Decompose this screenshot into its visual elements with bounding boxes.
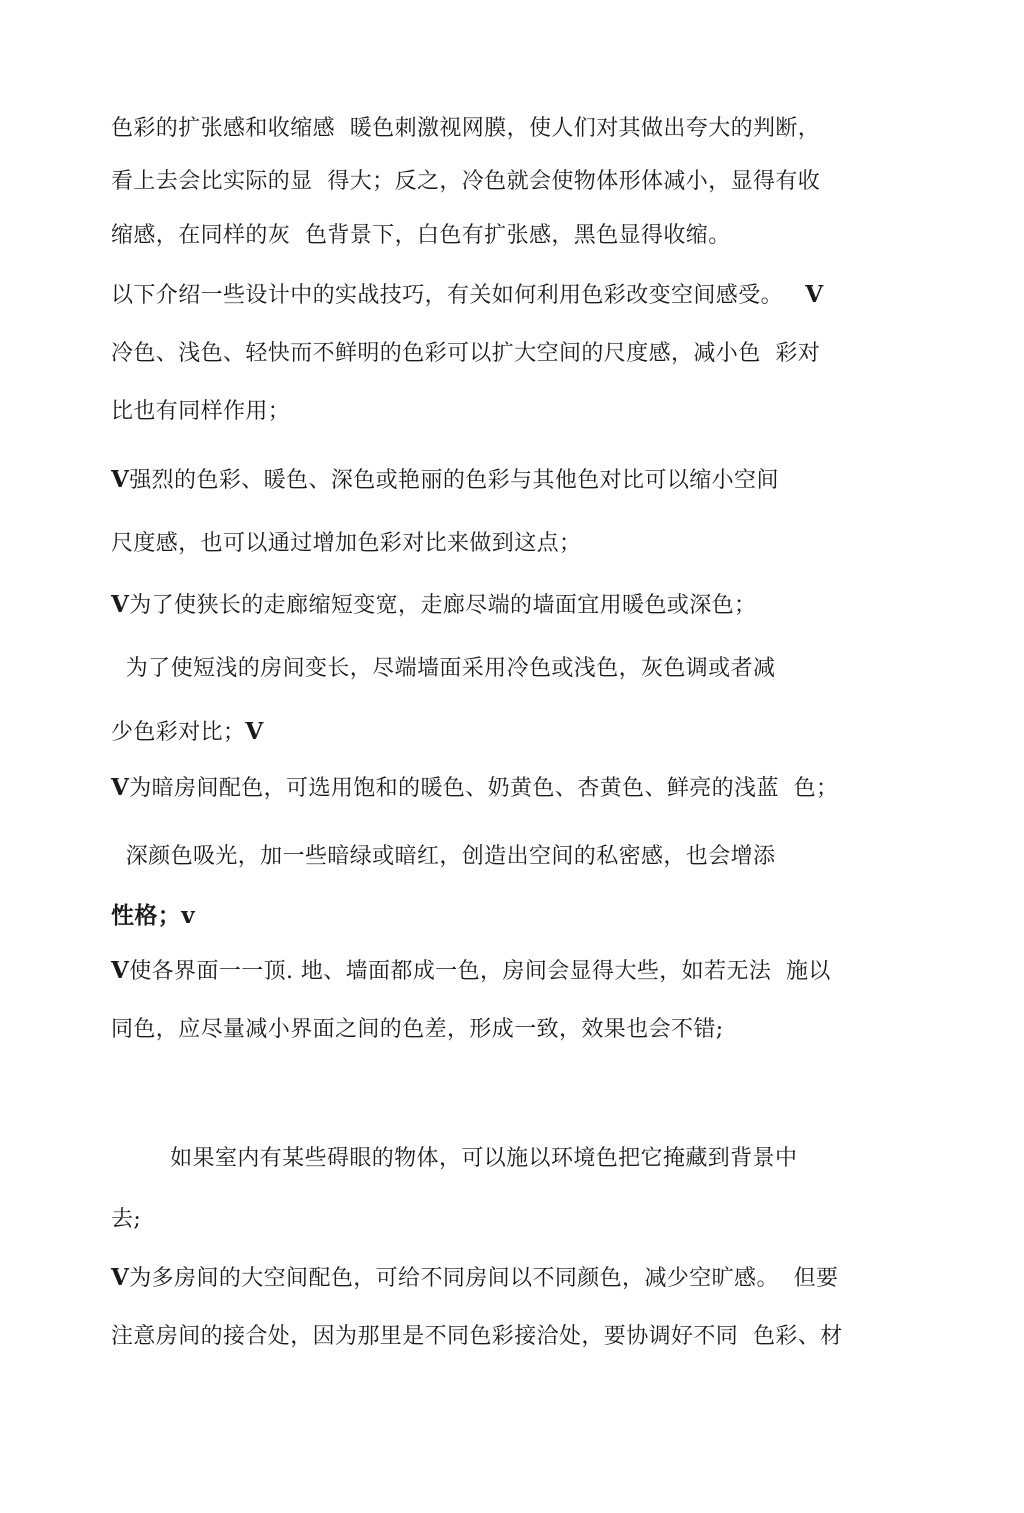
text-line-2: 看上去会比实际的显 得大；反之，冷色就会使物体形体减小，显得有收 [111,169,821,194]
text-line-20: 注意房间的接合处，因为那里是不同色彩接洽处，要协调好不同 色彩、材 [111,1324,843,1349]
text-line-9: V为了使狭长的走廊缩短变宽，走廊尽端的墙面宜用暖色或深色； [111,591,757,618]
text-line-12: V为暗房间配色，可选用饱和的暖色、奶黄色、杏黄色、鲜亮的浅蓝 色； [111,774,839,801]
text-line-6: 比也有同样作用； [111,399,291,424]
text-line-17: 如果室内有某些碍眼的物体，可以施以环境色把它掩藏到背景中 [111,1146,798,1171]
text-line-1: 色彩的扩张感和收缩感 暖色刺激视网膜，使人们对其做出夸大的判断， [111,116,821,141]
text-line-3: 缩感，在同样的灰 色背景下，白色有扩张感，黑色显得收缩。 [111,223,731,248]
text-line-13: 深颜色吸光，加一些暗绿或暗红，创造出空间的私密感，也会增添 [111,844,776,869]
text-line-11: 少色彩对比；V [111,718,264,745]
text-line-7: V强烈的色彩、暖色、深色或艳丽的色彩与其他色对比可以缩小空间 [111,466,779,493]
text-line-8: 尺度感，也可以通过增加色彩对比来做到这点； [111,531,582,556]
text-line-18: 去; [111,1207,142,1232]
text-line-4: 以下介绍一些设计中的实战技巧，有关如何利用色彩改变空间感受。 V [111,281,824,308]
text-line-16: 同色，应尽量减小界面之间的色差，形成一致，效果也会不错; [111,1017,724,1042]
text-line-19: V为多房间的大空间配色，可给不同房间以不同颜色，减少空旷感。 但要 [111,1264,839,1291]
text-line-15: V使各界面一一顶. 地、墙面都成一色，房间会显得大些，如若无法 施以 [111,957,831,984]
text-line-5: 冷色、浅色、轻快而不鲜明的色彩可以扩大空间的尺度感，减小色 彩对 [111,341,821,366]
text-line-14: 性格；v [111,902,195,929]
text-line-10: 为了使短浅的房间变长，尽端墙面采用冷色或浅色，灰色调或者减 [111,656,776,681]
